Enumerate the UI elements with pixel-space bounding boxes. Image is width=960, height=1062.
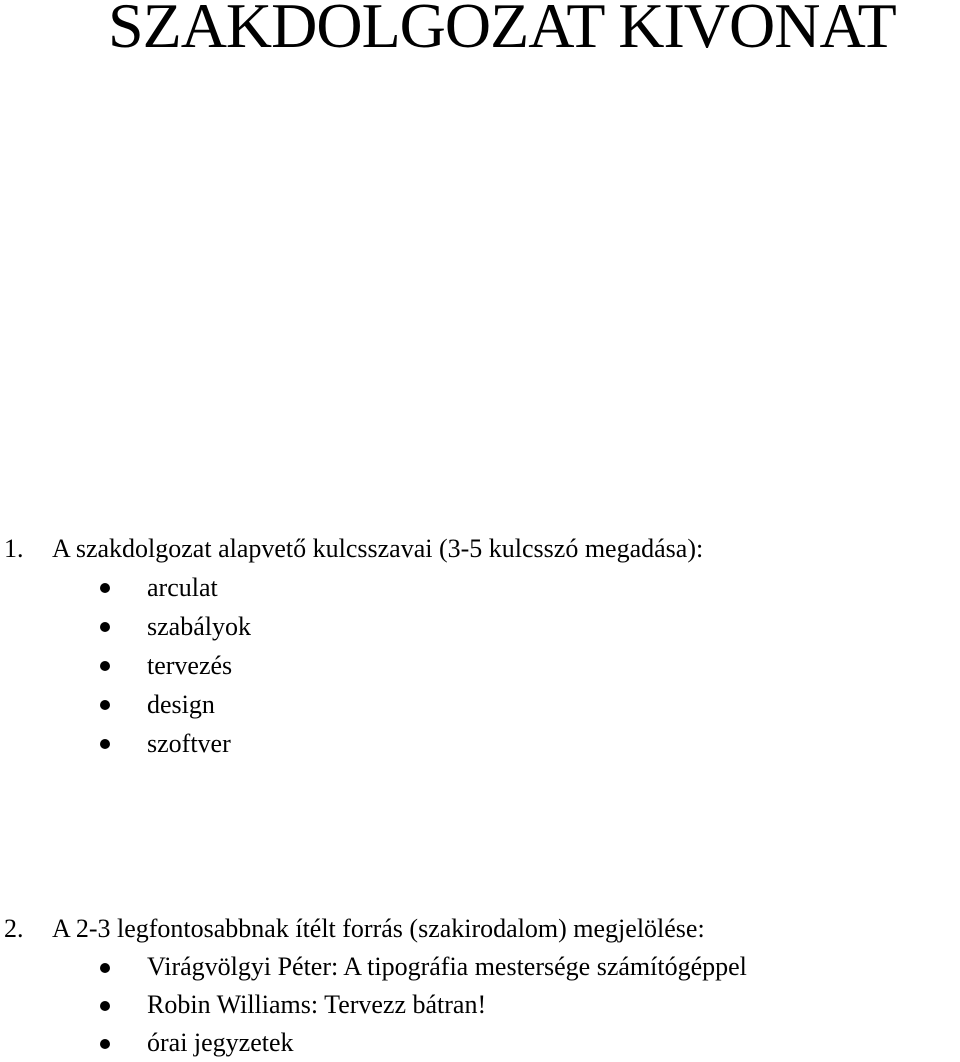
- page-title: SZAKDOLGOZAT KIVONAT: [108, 0, 896, 61]
- bullet-icon: [100, 622, 110, 632]
- section-heading-text: A szakdolgozat alapvető kulcsszavai (3-5 kulcsszó megadása):: [52, 534, 704, 563]
- bullet-icon: [100, 661, 110, 671]
- list-item: [0, 568, 960, 607]
- list-item: [0, 646, 960, 685]
- section-heading: [0, 910, 960, 948]
- list-item-text: arculat: [147, 573, 218, 602]
- source-list: [0, 948, 960, 1062]
- list-item: [0, 724, 960, 763]
- bullet-icon: [100, 583, 110, 593]
- list-item-text: tervezés: [147, 651, 233, 680]
- bullet-icon: [100, 700, 110, 710]
- section-sources: [0, 910, 960, 1062]
- section-heading: [0, 530, 960, 568]
- list-item-text: szabályok: [147, 612, 251, 641]
- bullet-icon: [100, 1001, 110, 1011]
- list-item: [0, 1024, 960, 1062]
- list-item-text: design: [147, 690, 215, 719]
- section-number: 2.: [4, 914, 24, 943]
- list-item: [0, 948, 960, 986]
- bullet-icon: [100, 739, 110, 749]
- list-item-text: Robin Williams: Tervezz bátran!: [147, 990, 487, 1019]
- list-item-text: órai jegyzetek: [147, 1028, 294, 1057]
- list-item: [0, 607, 960, 646]
- bullet-icon: [100, 963, 110, 973]
- bullet-icon: [100, 1039, 110, 1049]
- section-number: 1.: [4, 534, 24, 563]
- list-item: [0, 986, 960, 1024]
- section-keywords: [0, 530, 960, 763]
- section-heading-text: A 2-3 legfontosabbnak ítélt forrás (szakirodalom) megjelölése:: [52, 914, 705, 943]
- keyword-list: [0, 568, 960, 763]
- list-item-text: Virágvölgyi Péter: A tipográfia mestersége számítógéppel: [147, 952, 747, 981]
- list-item-text: szoftver: [147, 729, 231, 758]
- list-item: [0, 685, 960, 724]
